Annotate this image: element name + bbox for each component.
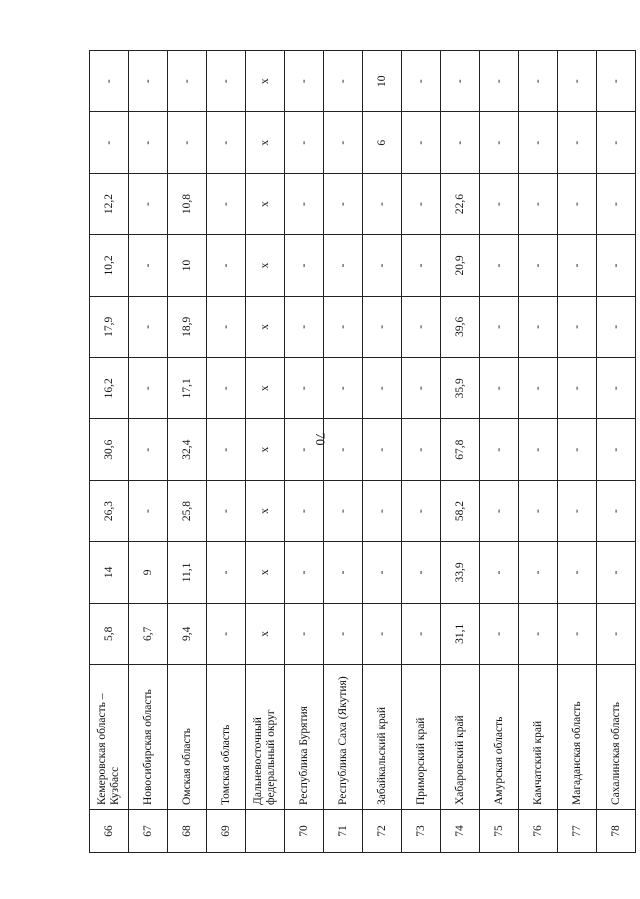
value-cell: x xyxy=(246,173,285,234)
value-cell: - xyxy=(519,419,558,480)
value-cell: - xyxy=(363,358,402,419)
value-cell: - xyxy=(285,480,324,541)
value-cell: - xyxy=(207,419,246,480)
value-cell: - xyxy=(558,235,597,296)
row-number xyxy=(246,810,285,853)
value-cell: - xyxy=(480,51,519,112)
value-cell: - xyxy=(558,358,597,419)
region-name: Новосибирская область xyxy=(129,665,168,810)
region-name: Амурская область xyxy=(480,665,519,810)
table-row xyxy=(207,51,246,853)
value-cell: 32,4 xyxy=(168,419,207,480)
value-cell: 12,2 xyxy=(90,173,129,234)
value-cell: x xyxy=(246,603,285,664)
value-cell: - xyxy=(480,542,519,603)
value-cell: - xyxy=(519,480,558,541)
value-cell: - xyxy=(480,235,519,296)
value-cell: x xyxy=(246,51,285,112)
value-cell: - xyxy=(129,112,168,173)
value-cell: - xyxy=(519,173,558,234)
value-cell: - xyxy=(597,235,636,296)
value-cell: 9,4 xyxy=(168,603,207,664)
value-cell: - xyxy=(558,51,597,112)
value-cell: - xyxy=(480,480,519,541)
row-number: 66 xyxy=(90,810,129,853)
value-cell: - xyxy=(597,542,636,603)
value-cell: - xyxy=(402,51,441,112)
data-table xyxy=(89,50,636,853)
table-row xyxy=(597,51,636,853)
value-cell: - xyxy=(324,112,363,173)
value-cell: - xyxy=(363,173,402,234)
table-row xyxy=(285,51,324,853)
value-cell: 10,2 xyxy=(90,235,129,296)
value-cell: - xyxy=(285,603,324,664)
value-cell: x xyxy=(246,480,285,541)
value-cell: - xyxy=(558,542,597,603)
value-cell: - xyxy=(402,419,441,480)
value-cell: - xyxy=(363,296,402,357)
value-cell: - xyxy=(558,112,597,173)
value-cell: 16,2 xyxy=(90,358,129,419)
value-cell: - xyxy=(285,235,324,296)
value-cell: - xyxy=(324,235,363,296)
value-cell: 14 xyxy=(90,542,129,603)
value-cell: - xyxy=(519,112,558,173)
value-cell: 31,1 xyxy=(441,603,480,664)
row-number: 77 xyxy=(558,810,597,853)
row-number: 71 xyxy=(324,810,363,853)
value-cell: - xyxy=(480,296,519,357)
value-cell: - xyxy=(480,173,519,234)
region-name: Забайкальский край xyxy=(363,665,402,810)
value-cell: 10 xyxy=(168,235,207,296)
table-row xyxy=(90,51,129,853)
value-cell: - xyxy=(363,480,402,541)
value-cell: - xyxy=(207,358,246,419)
region-name: Камчатский край xyxy=(519,665,558,810)
table-row xyxy=(402,51,441,853)
row-number: 67 xyxy=(129,810,168,853)
value-cell: - xyxy=(207,112,246,173)
value-cell: - xyxy=(285,51,324,112)
value-cell: - xyxy=(519,235,558,296)
value-cell: - xyxy=(207,51,246,112)
value-cell: - xyxy=(129,419,168,480)
value-cell: - xyxy=(558,480,597,541)
table-row xyxy=(441,51,480,853)
value-cell: - xyxy=(402,296,441,357)
region-name: Томская область xyxy=(207,665,246,810)
value-cell: - xyxy=(207,235,246,296)
value-cell: - xyxy=(207,296,246,357)
value-cell: - xyxy=(597,112,636,173)
value-cell: 33,9 xyxy=(441,542,480,603)
value-cell: - xyxy=(324,358,363,419)
value-cell: 58,2 xyxy=(441,480,480,541)
value-cell: - xyxy=(363,419,402,480)
value-cell: - xyxy=(402,112,441,173)
value-cell: 67,8 xyxy=(441,419,480,480)
value-cell: - xyxy=(597,51,636,112)
value-cell: 6 xyxy=(363,112,402,173)
value-cell: 30,6 xyxy=(90,419,129,480)
value-cell: - xyxy=(129,51,168,112)
value-cell: - xyxy=(129,480,168,541)
value-cell: x xyxy=(246,112,285,173)
value-cell: 26,3 xyxy=(90,480,129,541)
value-cell: 9 xyxy=(129,542,168,603)
table-row xyxy=(246,51,285,853)
table-body xyxy=(90,51,636,853)
value-cell: - xyxy=(597,296,636,357)
value-cell: 5,8 xyxy=(90,603,129,664)
value-cell: - xyxy=(324,480,363,541)
row-number: 75 xyxy=(480,810,519,853)
value-cell: 10 xyxy=(363,51,402,112)
value-cell: - xyxy=(324,173,363,234)
value-cell: - xyxy=(519,542,558,603)
region-name: Хабаровский край xyxy=(441,665,480,810)
value-cell: - xyxy=(207,173,246,234)
value-cell: - xyxy=(597,480,636,541)
row-number: 72 xyxy=(363,810,402,853)
value-cell: 11,1 xyxy=(168,542,207,603)
page-number: 70 xyxy=(313,432,328,446)
value-cell: - xyxy=(285,358,324,419)
value-cell: - xyxy=(519,603,558,664)
value-cell: - xyxy=(519,51,558,112)
value-cell: x xyxy=(246,235,285,296)
value-cell: - xyxy=(597,419,636,480)
value-cell: - xyxy=(441,51,480,112)
region-name: Республика Саха (Якутия) xyxy=(324,665,363,810)
value-cell: 6,7 xyxy=(129,603,168,664)
value-cell: 20,9 xyxy=(441,235,480,296)
row-number: 70 xyxy=(285,810,324,853)
value-cell: - xyxy=(480,419,519,480)
value-cell: 17,9 xyxy=(90,296,129,357)
value-cell: - xyxy=(90,112,129,173)
value-cell: - xyxy=(480,112,519,173)
value-cell: - xyxy=(519,296,558,357)
row-number: 68 xyxy=(168,810,207,853)
row-number: 69 xyxy=(207,810,246,853)
value-cell: - xyxy=(207,542,246,603)
value-cell: 18,9 xyxy=(168,296,207,357)
value-cell: x xyxy=(246,419,285,480)
value-cell: - xyxy=(363,235,402,296)
value-cell: - xyxy=(207,480,246,541)
value-cell: 22,6 xyxy=(441,173,480,234)
value-cell: - xyxy=(480,603,519,664)
value-cell: - xyxy=(324,296,363,357)
value-cell: - xyxy=(402,235,441,296)
value-cell: - xyxy=(558,173,597,234)
value-cell: - xyxy=(363,603,402,664)
value-cell: - xyxy=(324,542,363,603)
table-row xyxy=(168,51,207,853)
value-cell: - xyxy=(402,542,441,603)
value-cell: - xyxy=(129,235,168,296)
value-cell: 17,1 xyxy=(168,358,207,419)
region-name: Дальневосточный федеральный округ xyxy=(246,665,285,810)
value-cell: - xyxy=(519,358,558,419)
value-cell: - xyxy=(558,603,597,664)
value-cell: - xyxy=(168,51,207,112)
value-cell: - xyxy=(129,358,168,419)
value-cell: - xyxy=(129,173,168,234)
value-cell: - xyxy=(90,51,129,112)
value-cell: - xyxy=(285,419,324,480)
value-cell: - xyxy=(480,358,519,419)
value-cell: - xyxy=(558,419,597,480)
value-cell: - xyxy=(285,112,324,173)
value-cell: - xyxy=(402,173,441,234)
table-row xyxy=(129,51,168,853)
row-number: 73 xyxy=(402,810,441,853)
value-cell: 25,8 xyxy=(168,480,207,541)
row-number: 76 xyxy=(519,810,558,853)
value-cell: - xyxy=(324,51,363,112)
value-cell: 39,6 xyxy=(441,296,480,357)
value-cell: - xyxy=(324,603,363,664)
region-name: Республика Бурятия xyxy=(285,665,324,810)
value-cell: - xyxy=(558,296,597,357)
value-cell: - xyxy=(402,603,441,664)
value-cell: - xyxy=(441,112,480,173)
value-cell: - xyxy=(207,603,246,664)
value-cell: - xyxy=(285,296,324,357)
table-row xyxy=(363,51,402,853)
value-cell: 35,9 xyxy=(441,358,480,419)
value-cell: - xyxy=(402,358,441,419)
table-row xyxy=(558,51,597,853)
value-cell: - xyxy=(597,358,636,419)
region-name: Сахалинская область xyxy=(597,665,636,810)
value-cell: - xyxy=(285,542,324,603)
value-cell: - xyxy=(168,112,207,173)
table-row xyxy=(519,51,558,853)
value-cell: x xyxy=(246,358,285,419)
value-cell: - xyxy=(324,419,363,480)
region-name: Магаданская область xyxy=(558,665,597,810)
value-cell: - xyxy=(285,173,324,234)
value-cell: x xyxy=(246,296,285,357)
value-cell: - xyxy=(402,480,441,541)
row-number: 78 xyxy=(597,810,636,853)
value-cell: - xyxy=(129,296,168,357)
region-name: Омская область xyxy=(168,665,207,810)
region-name: Кемеровская область – Кузбасс xyxy=(90,665,129,810)
value-cell: x xyxy=(246,542,285,603)
value-cell: - xyxy=(363,542,402,603)
table-row xyxy=(480,51,519,853)
value-cell: - xyxy=(597,173,636,234)
row-number: 74 xyxy=(441,810,480,853)
value-cell: - xyxy=(597,603,636,664)
data-table-rotated xyxy=(89,50,622,853)
value-cell: 10,8 xyxy=(168,173,207,234)
table-row xyxy=(324,51,363,853)
region-name: Приморский край xyxy=(402,665,441,810)
